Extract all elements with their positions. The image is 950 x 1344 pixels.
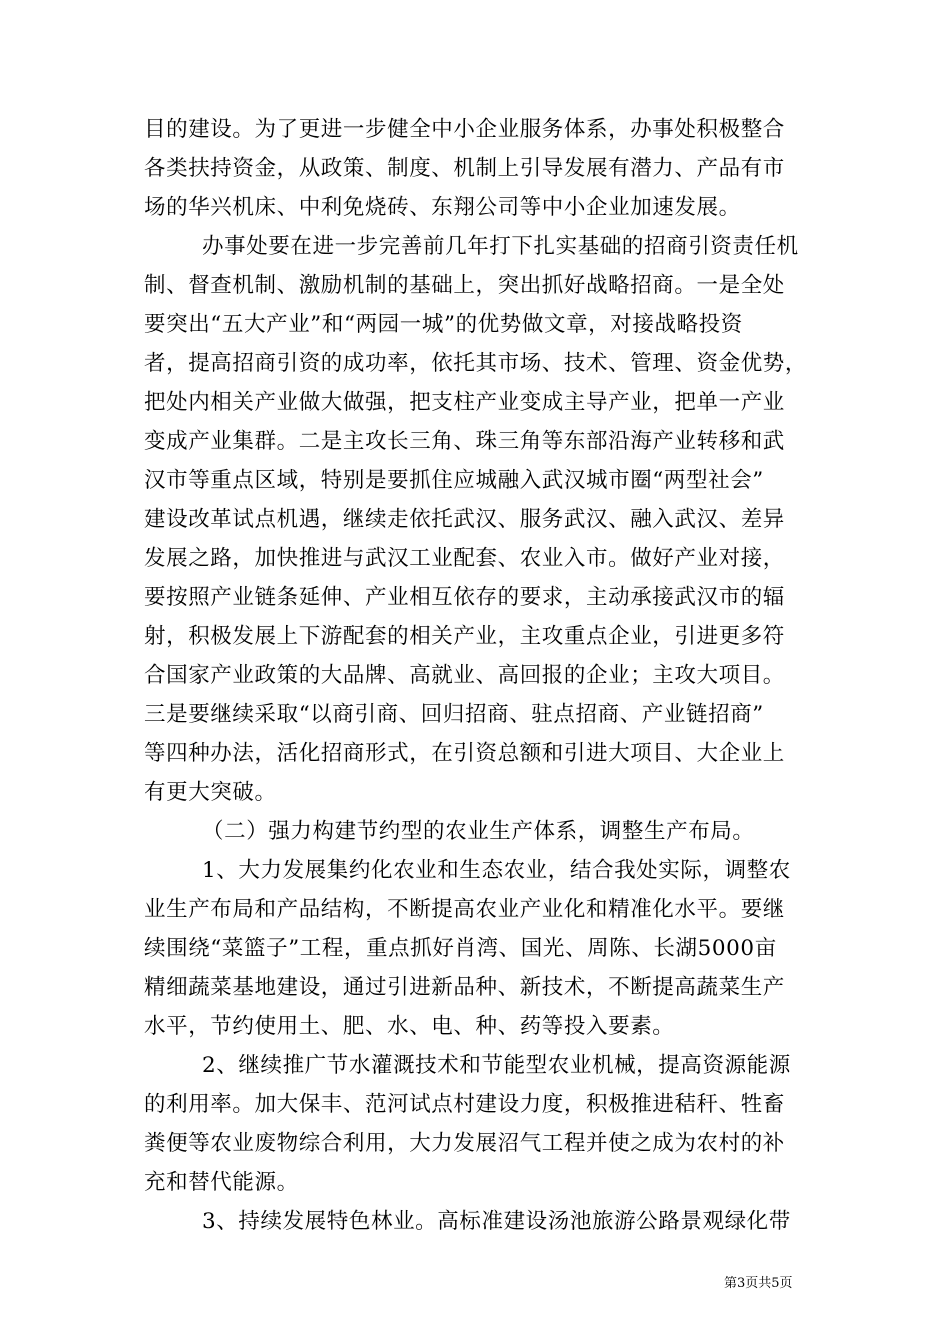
text-line: 各类扶持资金，从政策、制度、机制上引导发展有潜力、产品有市 xyxy=(144,156,785,181)
paragraph-first-line: 2、继续推广节水灌溉技术和节能型农业机械，提高资源能源 xyxy=(202,1053,791,1078)
text-line: 精细蔬菜基地建设，通过引进新品种、新技术，不断提高蔬菜生产 xyxy=(144,975,785,1000)
text-line: 的利用率。加大保丰、范河试点村建设力度，积极推进秸秆、牲畜 xyxy=(144,1092,785,1117)
text-line: 把处内相关产业做大做强，把支柱产业变成主导产业，把单一产业 xyxy=(144,390,785,415)
text-line: 续围绕“菜篮子”工程，重点抓好肖湾、国光、周陈、长湖5000亩 xyxy=(144,936,777,961)
text-line: 要突出“五大产业”和“两园一城”的优势做文章，对接战略投资 xyxy=(144,312,743,337)
text-line: 业生产布局和产品结构，不断提高农业产业化和精准化水平。要继 xyxy=(144,897,785,922)
paragraph-first-line: 3、持续发展特色林业。高标准建设汤池旅游公路景观绿化带 xyxy=(202,1209,791,1234)
section-heading: （二）强力构建节约型的农业生产体系，调整生产布局。 xyxy=(202,819,755,844)
text-line: 变成产业集群。二是主攻长三角、珠三角等东部沿海产业转移和武 xyxy=(144,429,785,454)
page-number-footer: 第3页共5页 xyxy=(724,1276,793,1291)
text-line: 有更大突破。 xyxy=(144,780,277,805)
text-line: 制、督查机制、激励机制的基础上，突出抓好战略招商。一是全处 xyxy=(144,273,785,298)
paragraph-first-line: 1、大力发展集约化农业和生态农业，结合我处实际，调整农 xyxy=(202,858,791,883)
text-line: 发展之路，加快推进与武汉工业配套、农业入市。做好产业对接， xyxy=(144,546,785,571)
text-line: 粪便等农业废物综合利用，大力发展沼气工程并使之成为农村的补 xyxy=(144,1131,785,1156)
text-line: 汉市等重点区域，特别是要抓住应城融入武汉城市圈“两型社会” xyxy=(144,468,764,493)
text-line: 射，积极发展上下游配套的相关产业，主攻重点企业，引进更多符 xyxy=(144,624,785,649)
text-line: 建设改革试点机遇，继续走依托武汉、服务武汉、融入武汉、差异 xyxy=(144,507,785,532)
text-line: 场的华兴机床、中利免烧砖、东翔公司等中小企业加速发展。 xyxy=(144,195,741,220)
text-line: 充和替代能源。 xyxy=(144,1170,299,1195)
text-line: 水平，节约使用土、肥、水、电、种、药等投入要素。 xyxy=(144,1014,675,1039)
text-line: 目的建设。为了更进一步健全中小企业服务体系，办事处积极整合 xyxy=(144,117,785,142)
text-line: 者，提高招商引资的成功率，依托其市场、技术、管理、资金优势， xyxy=(144,351,808,376)
text-line: 合国家产业政策的大品牌、高就业、高回报的企业；主攻大项目。 xyxy=(144,663,785,688)
paragraph-first-line: 办事处要在进一步完善前几年打下扎实基础的招商引资责任机 xyxy=(202,234,799,259)
text-line: 等四种办法，活化招商形式，在引资总额和引进大项目、大企业上 xyxy=(144,741,785,766)
text-line: 要按照产业链条延伸、产业相互依存的要求，主动承接武汉市的辐 xyxy=(144,585,785,610)
text-line: 三是要继续采取“以商引商、回归招商、驻点招商、产业链招商” xyxy=(144,702,764,727)
